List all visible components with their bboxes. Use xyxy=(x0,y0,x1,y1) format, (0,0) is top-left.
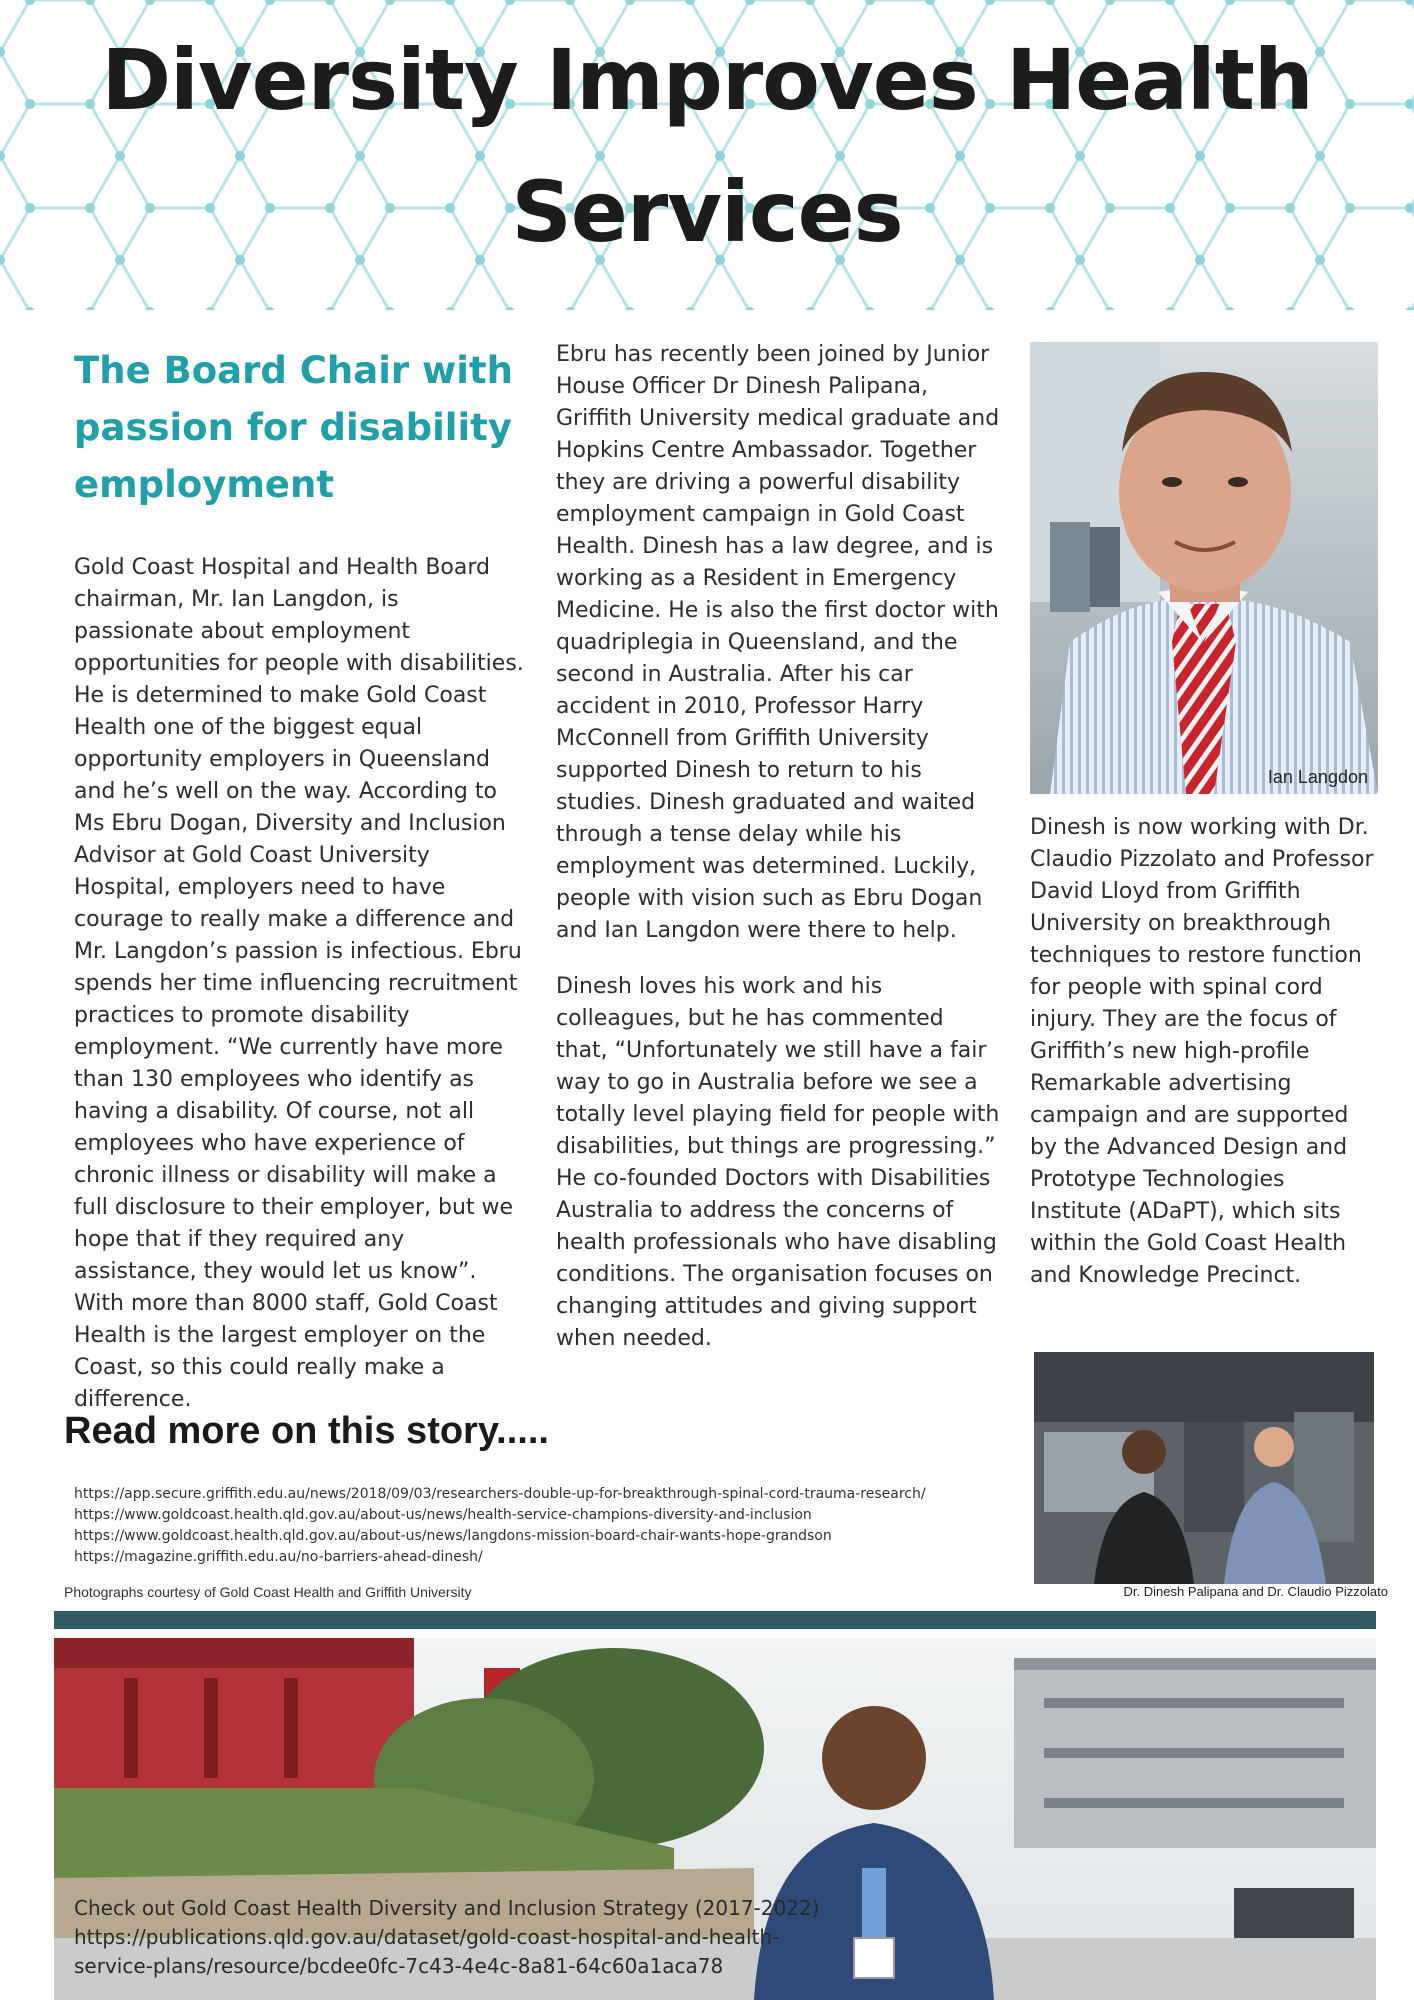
ian-langdon-caption: Ian Langdon xyxy=(1267,767,1368,787)
strategy-title: Check out Gold Coast Health Diversity and Inclusion Strategy (2017-2022) xyxy=(74,1896,820,1920)
story-link-1[interactable]: https://app.secure.griffith.edu.au/news/2018/09/03/researchers-double-up-for-breakthrough-spinal-cord-trauma-research/ xyxy=(74,1486,926,1502)
story-links xyxy=(74,1484,1014,1568)
page-title xyxy=(0,14,1414,278)
lab-photo xyxy=(1034,1352,1374,1584)
ian-langdon-photo xyxy=(1030,342,1378,794)
column-2-paragraph-2: Dinesh loves his work and his colleagues, but he has commented that, “Unfortunately we still have a fair way to go in Australia before we see a totally level playing field for people with disabilities, but things are progressing.” He co-founded Doctors with Disabilities Australia to address the concerns of health professionals who have disabling conditions. The organisation focuses on changing attitudes and giving support when needed. xyxy=(556,974,1000,1351)
section-divider xyxy=(54,1611,1376,1629)
column-2-paragraph-1: Ebru has recently been joined by Junior House Officer Dr Dinesh Palipana, Griffith University medical graduate and Hopkins Centre Ambassador. Together they are driving a powerful disability employment campaign in Gold Coast Health. Dinesh has a law degree, and is working as a Resident in Emergency Medicine. He is also the first doctor with quadriplegia in Queensland, and the second in Australia. After his car accident in 2010, Professor Harry McConnell from Griffith University supported Dinesh to return to his studies. Dinesh graduated and waited through a tense delay while his employment was determined. Luckily, people with vision such as Ebru Dogan and Ian Langdon were there to help. xyxy=(556,342,1000,943)
story-link-3[interactable]: https://www.goldcoast.health.qld.gov.au/about-us/news/langdons-mission-board-chair-wants-hope-grandson xyxy=(74,1528,832,1544)
column-2 xyxy=(556,339,1002,1379)
lab-illustration xyxy=(1034,1352,1374,1584)
photo-credit: Photographs courtesy of Gold Coast Health and Griffith University xyxy=(64,1584,472,1600)
banner-photo xyxy=(54,1638,1376,2000)
page-header xyxy=(0,0,1414,310)
title-line-2: Services xyxy=(511,163,903,261)
column-3-paragraph: Dinesh is now working with Dr. Claudio Pizzolato and Professor David Lloyd from Griffith University on breakthrough techniques to restore function for people with spinal cord injury. They are the focus of Griffith’s new high-profile Remarkable advertising campaign and are supported by the Advanced Design and Prototype Technologies Institute (ADaPT), which sits within the Gold Coast Health and Knowledge Precinct. xyxy=(1030,815,1374,1288)
title-line-1: Diversity Improves Health xyxy=(101,31,1313,129)
read-more-heading: Read more on this story..... xyxy=(64,1410,549,1452)
column-1-paragraph: Gold Coast Hospital and Health Board chairman, Mr. Ian Langdon, is passionate about employment opportunities for people with disabilities. He is determined to make Gold Coast Health one of the biggest equal opportunity employers in Queensland and he’s well on the way. According to Ms Ebru Dogan, Diversity and Inclusion Advisor at Gold Coast University Hospital, employers need to have courage to really make a difference and Mr. Langdon’s passion is infectious. Ebru spends her time influencing recruitment practices to promote disability employment. “We currently have more than 130 employees who identify as having a disability. Of course, not all employees who have experience of chronic illness or disability will make a full disclosure to their employer, but we hope that if they required any assistance, they would let us know”. With more than 8000 staff, Gold Coast Health is the largest employer on the Coast, so this could really make a difference. xyxy=(74,555,524,1412)
section-heading: The Board Chair with passion for disability employment xyxy=(74,349,513,506)
story-link-2[interactable]: https://www.goldcoast.health.qld.gov.au/about-us/news/health-service-champions-diversity-and-inclusion xyxy=(74,1507,812,1523)
banner-text xyxy=(74,1894,820,1981)
story-link-4[interactable]: https://magazine.griffith.edu.au/no-barriers-ahead-dinesh/ xyxy=(74,1549,483,1565)
strategy-link-line-1[interactable]: https://publications.qld.gov.au/dataset/gold-coast-hospital-and-health- xyxy=(74,1925,780,1949)
column-1 xyxy=(74,552,524,1440)
column-3 xyxy=(1030,812,1380,1316)
lab-photo-caption: Dr. Dinesh Palipana and Dr. Claudio Pizzolato xyxy=(1123,1584,1388,1599)
strategy-link-line-2[interactable]: service-plans/resource/bcdee0fc-7c43-4e4c-8a81-64c60a1aca78 xyxy=(74,1954,724,1978)
portrait-illustration xyxy=(1030,342,1378,794)
